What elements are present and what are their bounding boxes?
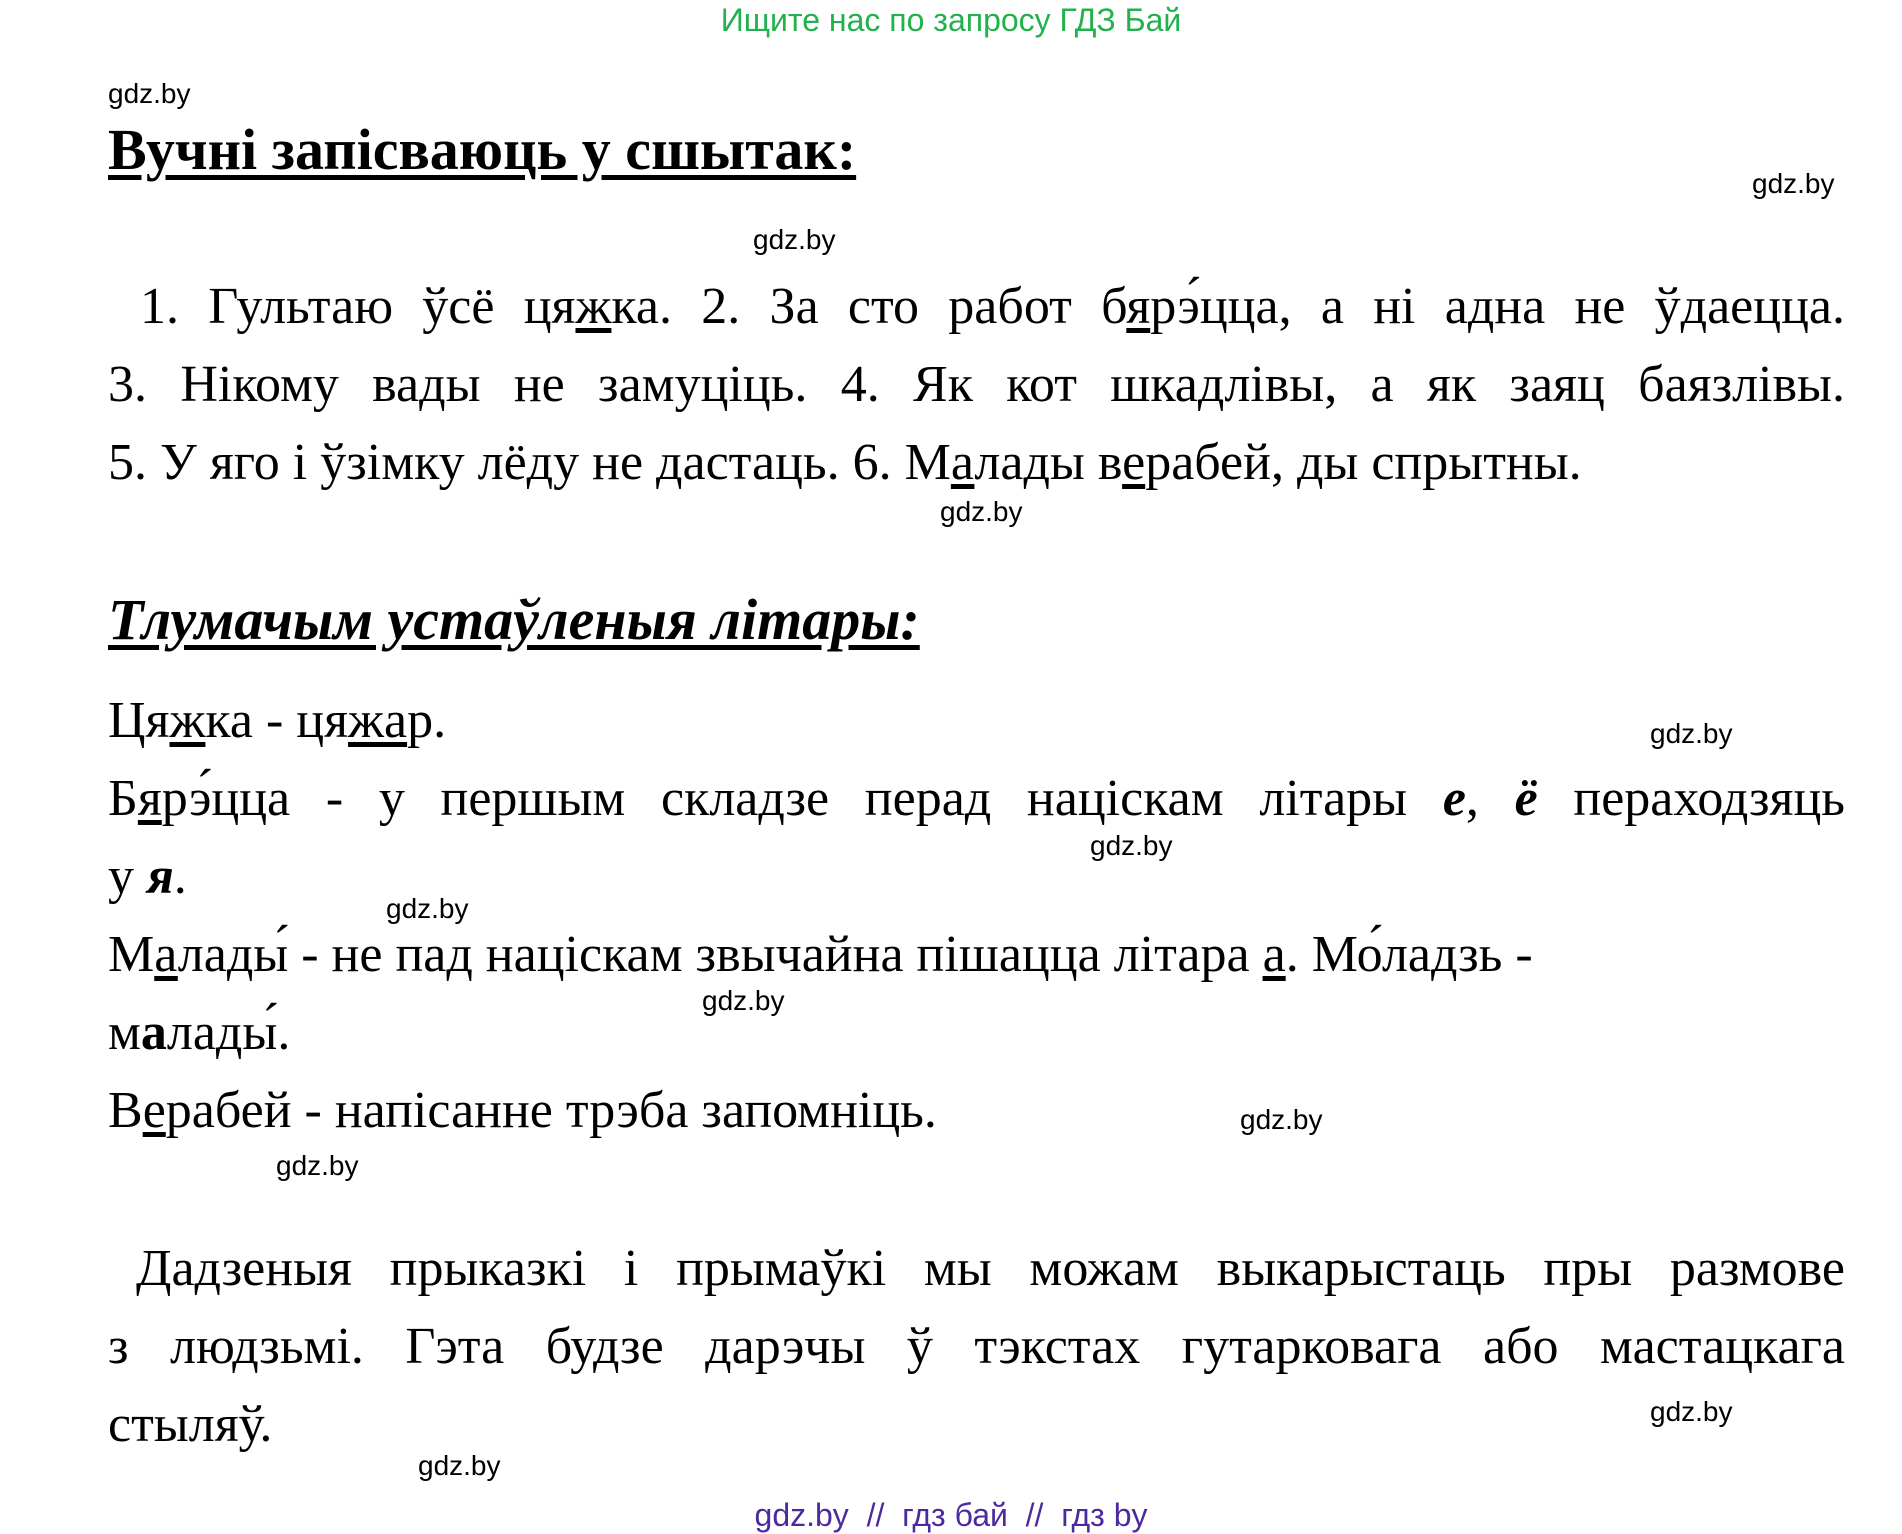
watermark: gdz.by: [108, 78, 191, 109]
explanation-item-3: Малады́ - не пад націскам звычайна пішацца літара а. Мо́ладзь -: [108, 926, 1533, 983]
explanation-item-2-cont: у я.: [108, 848, 187, 905]
promo-banner[interactable]: Ищите нас по запросу ГДЗ Бай: [720, 2, 1182, 38]
explanation-item-4: Верабей - напісанне трэба запомніць.: [108, 1082, 937, 1139]
watermark: gdz.by: [1240, 1104, 1323, 1135]
conclusion-text: [108, 1230, 1845, 1464]
proverbs-line-3: 5. У яго і ўзімку лёду не дастаць. 6. Малады верабей, ды спрытны.: [108, 434, 1582, 491]
explanation-item-1: Цяжка - цяжар.: [108, 692, 447, 749]
proverbs-line-1: 1. Гультаю ўсё цяжка. 2. За сто работ бярэ́цца, а ні адна не ўдаецца.: [140, 278, 1845, 335]
explanations-text: [108, 682, 1845, 1150]
conclusion-line-3: стыляў.: [108, 1396, 273, 1453]
watermark: gdz.by: [386, 893, 469, 924]
watermark: gdz.by: [1650, 1396, 1733, 1427]
watermark: gdz.by: [940, 496, 1023, 527]
conclusion-line-1: Дадзеныя прыказкі і прымаўкі мы можам выкарыстаць пры размове: [136, 1240, 1845, 1297]
section1-heading: Вучні запісваюць у сшытак:: [108, 117, 857, 182]
watermark: gdz.by: [276, 1150, 359, 1181]
explanation-item-2: Бярэ́цца - у першым складзе перад націскам літары е, ё пераходзяць: [108, 770, 1845, 827]
watermark: gdz.by: [418, 1450, 501, 1481]
watermark: gdz.by: [753, 224, 836, 255]
section2-heading: Тлумачым устаўленыя літары:: [108, 587, 920, 652]
watermark: gdz.by: [1752, 168, 1835, 199]
proverbs-line-2: 3. Нікому вады не замуціць. 4. Як кот шкадлівы, а як заяц баязлівы.: [108, 356, 1845, 413]
conclusion-line-2: з людзьмі. Гэта будзе дарэчы ў тэкстах гутарковага або мастацкага: [108, 1318, 1845, 1375]
proverbs-text: [108, 268, 1845, 502]
watermark: gdz.by: [1650, 718, 1733, 749]
watermark: gdz.by: [1090, 830, 1173, 861]
explanation-item-3-cont: малады́.: [108, 1004, 291, 1061]
footer-links[interactable]: gdz.by // гдз бай // гдз by: [754, 1497, 1148, 1533]
watermark: gdz.by: [702, 985, 785, 1016]
